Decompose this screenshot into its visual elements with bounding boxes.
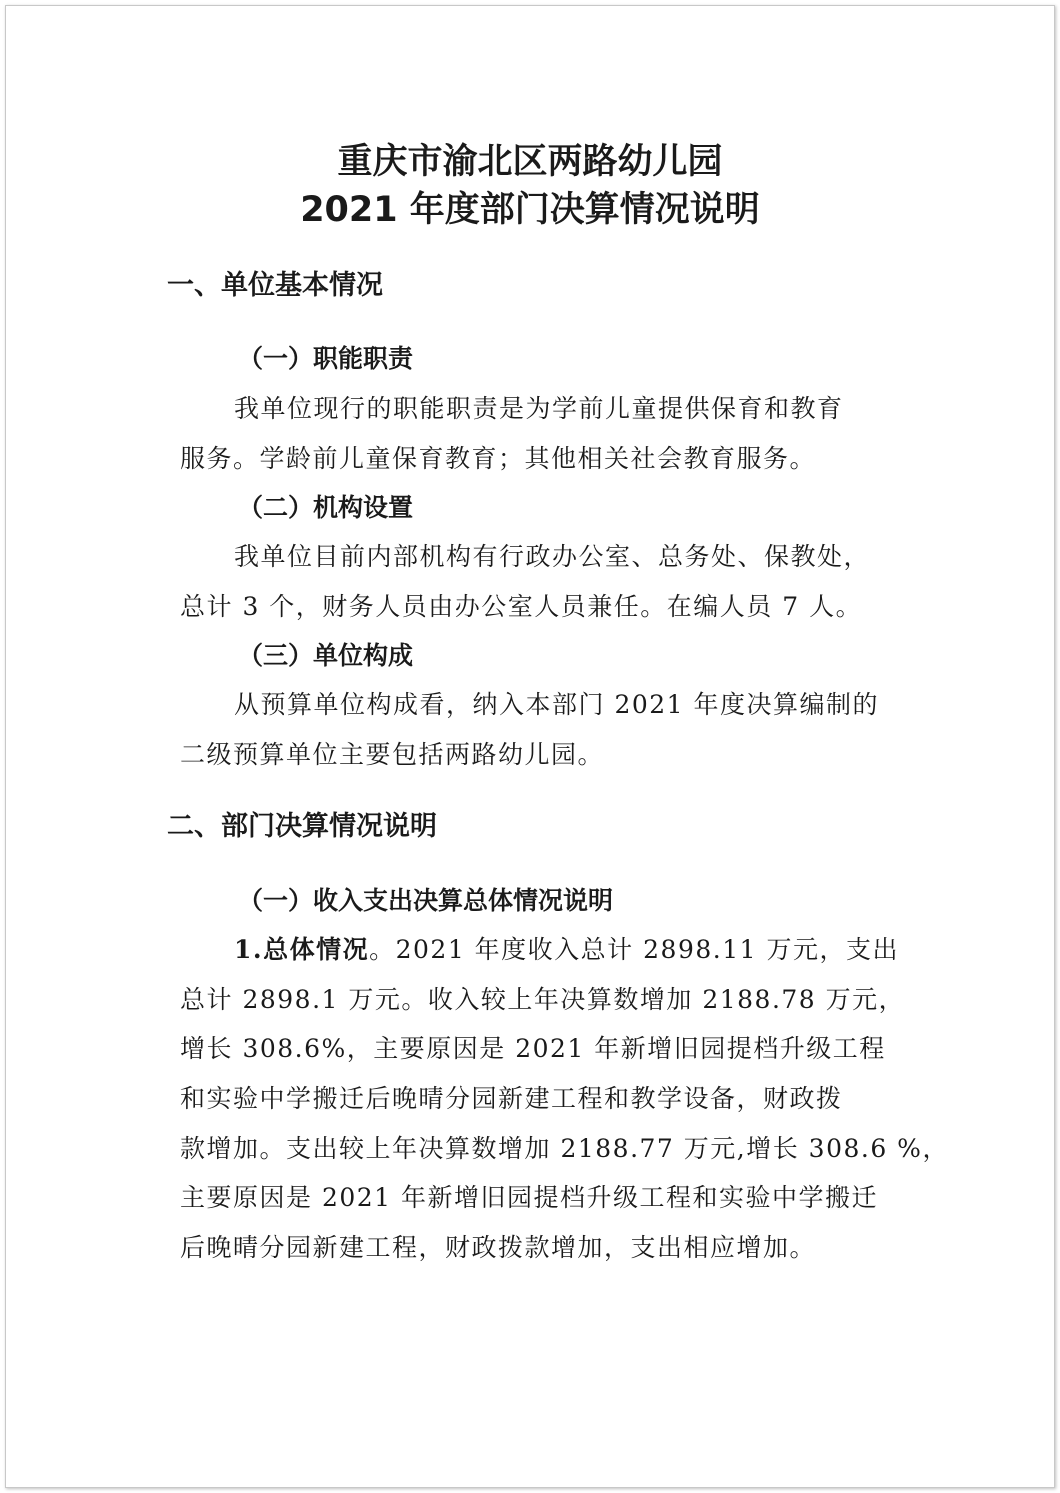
- paragraph-line: [234, 933, 899, 967]
- paragraph-text: 。2021 年度收入总计 2898.11 万元，支出: [369, 935, 899, 964]
- paragraph-line: 增长 308.6%，主要原因是 2021 年新增旧园提档升级工程: [180, 1034, 886, 1063]
- paragraph-line: 服务。学龄前儿童保育教育；其他相关社会教育服务。: [180, 444, 817, 473]
- paragraph-line: 后晚晴分园新建工程，财政拨款增加，支出相应增加。: [180, 1233, 817, 1262]
- document-title-line-2: 2021 年度部门决算情况说明: [300, 190, 760, 230]
- paragraph-line: 主要原因是 2021 年新增旧园提档升级工程和实验中学搬迁: [180, 1183, 879, 1212]
- paragraph-line: 我单位目前内部机构有行政办公室、总务处、保教处，: [234, 542, 871, 571]
- section-1-heading: 一、单位基本情况: [167, 270, 383, 301]
- paragraph-lead: 1.总体情况: [234, 935, 370, 964]
- paragraph-line: 总计 2898.1 万元。收入较上年决算数增加 2188.78 万元，: [180, 985, 906, 1014]
- paragraph-line: 款增加。支出较上年决算数增加 2188.77 万元,增长 308.6 %，: [180, 1134, 949, 1163]
- paragraph-line: 总计 3 个，财务人员由办公室人员兼任。在编人员 7 人。: [180, 592, 863, 621]
- subsection-1-2-heading: （二）机构设置: [238, 493, 414, 522]
- paragraph-line: 和实验中学搬迁后晚晴分园新建工程和教学设备，财政拨: [180, 1084, 843, 1113]
- section-2-heading: 二、部门决算情况说明: [167, 811, 437, 842]
- paragraph-line: 从预算单位构成看，纳入本部门 2021 年度决算编制的: [234, 690, 880, 719]
- document-title-line-1: 重庆市渝北区两路幼儿园: [337, 142, 723, 182]
- subsection-1-1-heading: （一）职能职责: [238, 344, 414, 373]
- paragraph-line: 二级预算单位主要包括两路幼儿园。: [180, 740, 605, 769]
- subsection-1-3-heading: （三）单位构成: [238, 641, 414, 670]
- subsection-2-1-heading: （一）收入支出决算总体情况说明: [238, 886, 614, 915]
- paragraph-line: 我单位现行的职能职责是为学前儿童提供保育和教育: [234, 394, 844, 423]
